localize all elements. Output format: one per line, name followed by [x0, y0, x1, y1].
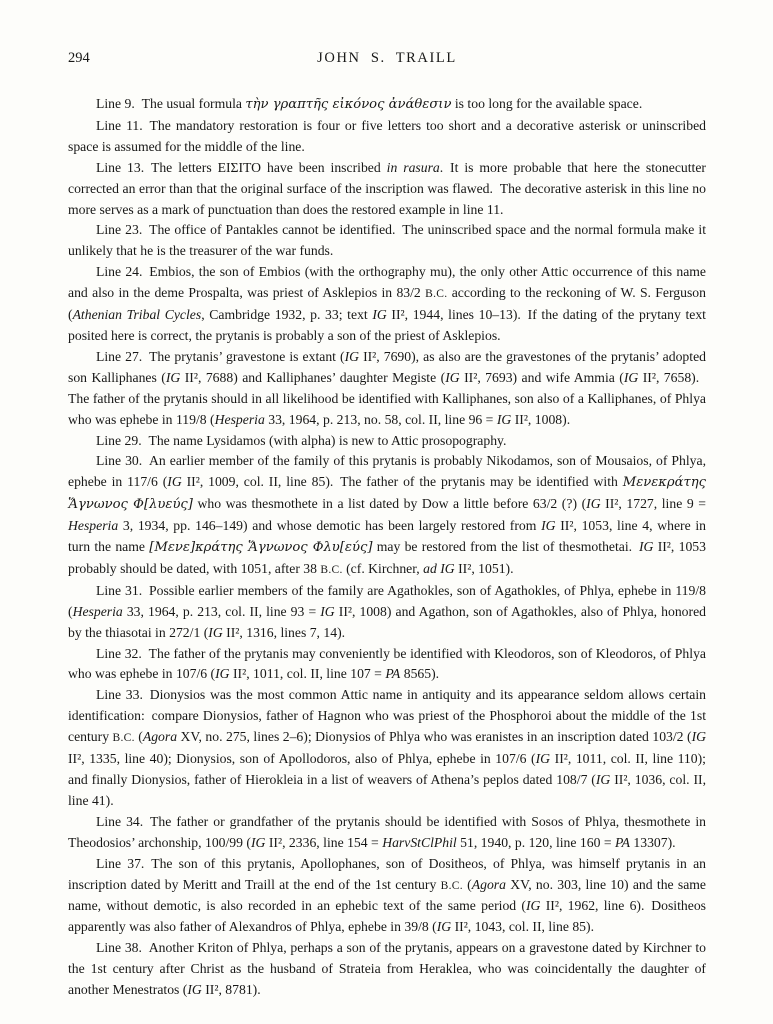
text-run: II², 1051).: [454, 560, 514, 576]
citation-italic: IG: [691, 729, 707, 745]
page-content: [68, 50, 706, 1001]
text-run: II², 1053, line 4, where in turn the name: [68, 518, 706, 555]
citation-italic: IG: [250, 834, 266, 850]
citation-italic: PA: [615, 834, 630, 850]
paragraph: [68, 116, 706, 158]
text-run: II², 1335, line 40); Dionysios, son of Apollodoros, also of Phlya, ephebe in 107/6 (: [68, 751, 536, 767]
citation-italic: PA: [385, 666, 401, 682]
document-body: [68, 94, 706, 1001]
paragraph: [68, 812, 706, 854]
text-run: 8565).: [400, 666, 440, 682]
text-run: II², 1008) and Agathon, son of Agathokles, also of Phlya, honored by the thiasotai in 272/1 (: [68, 603, 706, 640]
citation-italic: Agora: [142, 729, 178, 745]
text-run: (: [462, 876, 472, 892]
text-run: II², 1944, lines 10–13). If the dating of the prytany text posited here is correct, the prytanis is probably a son of the priest of Asklepios.: [68, 307, 706, 343]
text-run: II², 7690), as also are the gravestones of the prytanis’ adopted son Kalliphanes (: [68, 348, 706, 385]
text-run: 33, 1964, p. 213, no. 58, col. II, line 96 =: [264, 411, 497, 427]
page-number: 294: [68, 50, 90, 66]
citation-italic: IG: [586, 496, 601, 512]
text-run: 13307).: [629, 834, 676, 850]
text-run: Line 29. The name Lysidamos (with alpha) is new to Attic prosopography.: [96, 432, 507, 448]
text-run: . It is more probable that here the stonecutter corrected an error than that the original surface of the inscription was flawed. The decorative asterisk in this line no more serves as a mark of punctuation than does the restored example in line 11.: [68, 159, 706, 217]
paragraph: [68, 854, 706, 939]
text-run: II², 1962, line 6). Dositheos apparently was also father of Alexandros of Phlya, ephebe in 39/8 (: [68, 898, 706, 935]
citation-italic: IG: [541, 518, 556, 534]
citation-italic: IG: [187, 982, 202, 998]
text-run: Line 27. The prytanis’ gravestone is extant (: [96, 348, 345, 364]
text-run: II², 7688) and Kalliphanes’ daughter Megiste (: [180, 369, 446, 385]
running-header: [68, 50, 706, 72]
text-run: XV, no. 303, line 10) and the same name, without demotic, is also recorded in an ephebic text of the same period (: [68, 876, 707, 914]
citation-italic: Hesperia: [68, 518, 119, 534]
citation-italic: IG: [208, 624, 223, 640]
text-run: II², 2336, line 154 =: [265, 834, 383, 850]
citation-italic: Hesperia: [214, 411, 265, 427]
text-run: 33, 1964, p. 213, col. II, line 93 =: [122, 603, 321, 619]
paragraph: [68, 644, 706, 686]
citation-italic: IG: [638, 539, 654, 555]
citation-italic: IG: [344, 348, 360, 364]
text-run: Line 33. Dionysios was the most common Attic name in antiquity and its appearance seldom allows certain identification: compare Dionysios, father of Hagnon who was priest of the Phosphoroi about the middle of the 1st century: [68, 687, 706, 745]
paragraph: [68, 94, 706, 116]
paragraph: [68, 262, 706, 347]
paragraph: [68, 347, 706, 431]
text-run: Line 9. The usual formula: [96, 96, 246, 111]
citation-italic: IG: [436, 919, 452, 935]
citation-italic: Athenian Tribal Cycles: [72, 307, 202, 323]
text-run: II², 1008).: [511, 411, 571, 427]
era-abbreviation: B.C.: [112, 732, 135, 745]
text-run: II², 1316, lines 7, 14).: [222, 624, 346, 640]
citation-italic: ad IG: [423, 560, 455, 576]
text-run: Line 32. The father of the prytanis may conveniently be identified with Kleodoros, son of Kleodoros, of Phlya who was ephebe in 107/6 (: [68, 645, 706, 682]
era-abbreviation: B.C.: [440, 879, 463, 892]
text-run: II², 8781).: [201, 982, 261, 998]
text-run: may be restored from the list of thesmothetai.: [372, 539, 639, 555]
text-run: Line 38. Another Kriton of Phlya, perhaps a son of the prytanis, appears on a gravestone dated by Kirchner to the 1st century after Christ as the husband of Strateia from Heraklea, who was coincidentally the daughter of another Menestratos (: [68, 940, 706, 998]
text-run: II², 1053 probably should be dated, with 1051, after 38: [68, 539, 706, 576]
greek-text: [Μενε]κράτης Ἅγνωνος Φλυ[εύς]: [149, 540, 373, 556]
text-run: II², 1043, col. II, line 85).: [451, 919, 594, 935]
running-head-author: JOHN S. TRAILL: [317, 50, 457, 66]
text-run: II², 1011, col. II, line 110); and finally Dionysios, father of Hierokleia in a list of weavers of Athena’s peplos dated 108/7 (: [68, 751, 706, 787]
citation-italic: IG: [623, 369, 639, 385]
citation-italic: IG: [320, 603, 335, 619]
citation-italic: IG: [165, 369, 181, 385]
text-run: (: [134, 729, 143, 745]
text-run: is too long for the available space.: [451, 96, 643, 111]
paragraph: [68, 685, 706, 811]
paragraph: [68, 158, 706, 221]
citation-italic: Agora: [471, 876, 506, 892]
text-run: Line 30. An earlier member of the family of this prytanis is probably Nikodamos, son of Mousaios, of Phlya, ephebe in 117/6 (: [68, 453, 706, 490]
text-run: Line 24. Embios, the son of Embios (with the orthography mu), the only other Attic occurrence of this name and also in the deme Prospalta, was priest of Asklepios in 83/2: [68, 264, 706, 301]
text-run: II², 7693) and wife Ammia (: [459, 369, 624, 385]
citation-italic: IG: [496, 411, 512, 427]
text-run: (cf. Kirchner,: [342, 560, 424, 576]
text-run: II², 1727, line 9 =: [600, 496, 706, 512]
text-run: Line 34. The father or grandfather of the prytanis should be identified with Sosos of Phlya, thesmothete in Theodosios’ archonship, 100/99 (: [68, 813, 706, 850]
text-run: 3, 1934, pp. 146–149) and whose demotic has been largely restored from: [118, 518, 542, 534]
citation-italic: IG: [535, 751, 551, 767]
text-run: II², 1011, col. II, line 107 =: [229, 666, 386, 682]
citation-italic: IG: [445, 369, 460, 385]
citation-italic: HarvStClPhil: [382, 834, 457, 850]
text-run: Line 11. The mandatory restoration is four or five letters too short and a decorative asterisk or uninscribed space is assumed for the middle of the line.: [68, 117, 706, 154]
paragraph: [68, 431, 706, 452]
text-run: 51, 1940, p. 120, line 160 =: [456, 834, 615, 850]
era-abbreviation: B.C.: [320, 563, 343, 576]
greek-text: τὴν γραπτῆς εἰκόνος ἀνάθεσιν: [245, 97, 452, 112]
citation-italic: in rasura: [386, 159, 440, 175]
text-run: Line 37. The son of this prytanis, Apollophanes, son of Dositheos, of Phlya, was himself prytanis in an inscription dated by Meritt and Traill at the end of the 1st century: [68, 855, 706, 892]
text-run: who was thesmothete in a list dated by Dow a little before 63/2 (?) (: [192, 496, 587, 512]
text-run: II², 7658). The father of the prytanis should in all likelihood be identified with Kalliphanes, son also of a Kalliphanes, of Phlya who was ephebe in 119/8 (: [68, 369, 707, 427]
paragraph: [68, 451, 706, 580]
paragraph: [68, 220, 706, 262]
text-run: Line 13. The letters ΕΙΣΙΤΟ have been inscribed: [96, 159, 387, 175]
citation-italic: IG: [372, 307, 387, 323]
text-run: Line 31. Possible earlier members of the family are Agathokles, son of Agathokles, of Phlya, ephebe in 119/8 (: [68, 582, 706, 619]
text-run: , Cambridge 1932, p. 33; text: [201, 307, 373, 323]
text-run: according to the reckoning of W. S. Ferguson (: [68, 285, 706, 323]
citation-italic: IG: [215, 666, 230, 682]
paragraph: [68, 581, 706, 644]
greek-text: Μενεκράτης Ἅγνωνος Φ[λυεύς]: [68, 475, 706, 513]
era-abbreviation: B.C.: [425, 288, 448, 301]
text-run: II², 1036, col. II, line 41).: [68, 772, 706, 808]
text-run: XV, no. 275, lines 2–6); Dionysios of Phlya who was eranistes in an inscription dated 103/2 (: [177, 729, 692, 745]
citation-italic: Hesperia: [72, 603, 123, 619]
citation-italic: IG: [167, 474, 182, 490]
paragraph: [68, 938, 706, 1001]
text-run: II², 1009, col. II, line 85). The father of the prytanis may be identified with: [181, 474, 623, 490]
citation-italic: IG: [525, 898, 541, 914]
text-run: Line 23. The office of Pantakles cannot be identified. The uninscribed space and the normal formula make it unlikely that he is the treasurer of the war funds.: [68, 222, 706, 259]
citation-italic: IG: [595, 772, 611, 787]
